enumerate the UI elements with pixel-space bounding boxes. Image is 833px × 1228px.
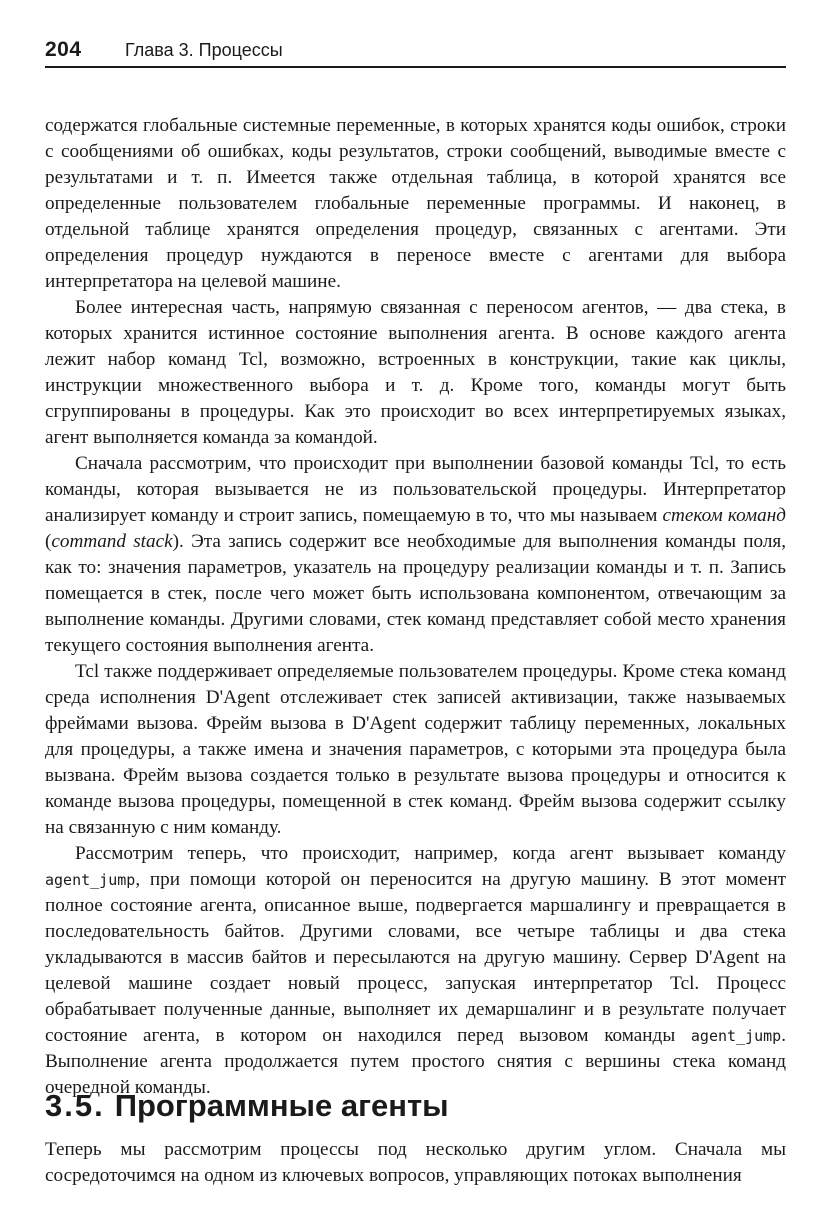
code-term: agent_jump xyxy=(690,1027,782,1045)
paragraph-text: Tcl также поддерживает определяемые пользователем процедуры. Кроме стека команд среда исполнения D'Agent отслеживает стек записей активизации, также называемых фреймами вызова. Фрейм вызова в D'Agent содержит таблицу переменных, локальных для процедуры, а также имена и значения параметров, с которыми эта процедура была вызвана. Фрейм вызова создается только в результате вызова процедуры и относится к команде вызова процедуры, помещенной в стек команд. Фрейм вызова содержит ссылку на связанную с ним команду. xyxy=(45,661,786,838)
paragraph-text: Теперь мы рассмотрим процессы под несколько другим углом. Сначала мы сосредоточимся на одном из ключевых вопросов, управляющих потоках выполнения xyxy=(45,1139,786,1186)
paragraph-text: , при помощи которой он переносится на другую машину. В этот момент полное состояние агента, описанное выше, подвергается маршалингу и превращается в последовательность байтов. Другими словами, все четыре таблицы и два стека укладываются в массив байтов и пересылаются на другую машину. Сервер D'Agent на целевой машине создает новый процесс, запуская интерпретатор Tcl. Процесс обрабатывает полученные данные, выполняет их демаршалинг и в результате получает состояние агента, в котором он находился перед вызовом команды xyxy=(45,869,786,1046)
body-text xyxy=(45,113,786,1101)
section-text xyxy=(45,1137,786,1189)
running-head xyxy=(45,34,786,68)
section-heading xyxy=(45,1088,449,1124)
paragraph-text: Более интересная часть, напрямую связанная с переносом агентов, — два стека, в которых хранится истинное состояние выполнения агента. В основе каждого агента лежит набор команд Tcl, возможно, встроенных в конструкции, такие как циклы, инструкции множественного выбора и т. д. Кроме того, команды могут быть сгруппированы в процедуры. Как это происходит во всех интерпретируемых языках, агент выполняется команда за командой. xyxy=(45,297,786,448)
paragraph-text: Сначала рассмотрим, что происходит при выполнении базовой команды Tcl, то есть команды, которая вызывается не из пользовательской процедуры. Интерпретатор анализирует команду и строит запись, помещаемую в то, что мы называем xyxy=(45,453,786,526)
section-title: Программные агенты xyxy=(114,1088,449,1123)
paragraph-text: содержатся глобальные системные переменные, в которых хранятся коды ошибок, строки с сообщениями об ошибках, коды результатов, строки сообщений, выводимые вместе с результатами и т. п. Имеется также отдельная таблица, в которой хранятся все определенные пользователем глобальные переменные программы. И наконец, в отдельной таблице хранятся определения процедур, связанных с агентами. Эти определения процедур нуждаются в переносе вместе с агентами для выбора интерпретатора на целевой машине. xyxy=(45,115,786,292)
section-number: 3.5. xyxy=(45,1088,105,1123)
term-english: command stack xyxy=(51,531,173,552)
paragraph-text: Рассмотрим теперь, что происходит, например, когда агент вызывает команду xyxy=(75,843,786,864)
paragraph xyxy=(45,295,786,451)
paragraph-text: ( xyxy=(45,531,52,552)
paragraph-text: . Выполнение агента продолжается путем простого снятия с вершины стека команд очередной команды. xyxy=(45,1025,786,1098)
paragraph xyxy=(45,451,786,659)
code-term: agent_jump xyxy=(45,871,136,889)
paragraph xyxy=(45,841,786,1101)
paragraph xyxy=(45,659,786,841)
paragraph-text: ). Эта запись содержит все необходимые для выполнения команды поля, как то: значения параметров, указатель на процедуру реализации команды и т. п. Запись помещается в стек, после чего может быть использована компонентом, отвечающим за выполнение команды. Другими словами, стек команд представляет собой место хранения текущего состояния выполнения агента. xyxy=(45,531,787,656)
page-number: 204 xyxy=(45,38,82,61)
term-italic: стеком команд xyxy=(662,505,786,526)
paragraph xyxy=(45,1137,786,1189)
paragraph xyxy=(45,113,786,295)
chapter-title: Глава 3. Процессы xyxy=(125,40,283,60)
